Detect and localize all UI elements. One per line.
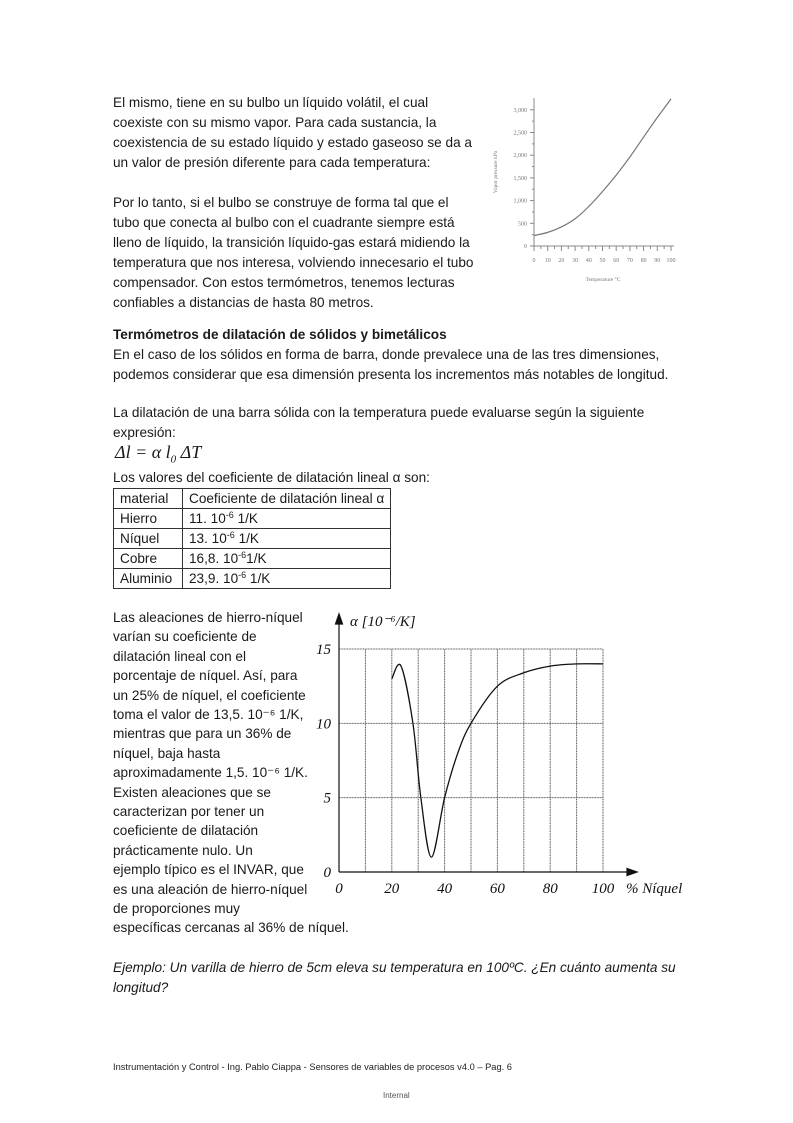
table-cell-coefficient: 16,8. $10^{-6}1/K$ bbox=[183, 549, 391, 569]
svg-text:2,500: 2,500 bbox=[513, 130, 527, 137]
text-line: temperatura que nos interesa, volviendo innecesario el tubo bbox=[113, 255, 474, 270]
svg-text:1,500: 1,500 bbox=[513, 175, 527, 182]
svg-text:10: 10 bbox=[544, 258, 551, 264]
text-line: La dilatación de una barra sólida con la temperatura puede evaluarse según la siguiente bbox=[113, 405, 645, 420]
text-line: coexistencia de su estado líquido y estado gaseoso se da a bbox=[113, 135, 472, 150]
svg-text:50: 50 bbox=[599, 258, 606, 264]
text-line: compensador. Con estos termómetros, tenemos lecturas bbox=[113, 275, 455, 290]
text-line: expresión: bbox=[113, 425, 176, 440]
svg-text:90: 90 bbox=[654, 258, 661, 264]
formula-rhs: ΔT bbox=[176, 442, 202, 462]
text-line: lleno de líquido, la transición líquido-gas estará midiendo la bbox=[113, 235, 470, 250]
text-line: un 25% de níquel, el coeficiente bbox=[113, 687, 306, 703]
text-line: Existen aleaciones que se bbox=[113, 784, 271, 800]
table-row bbox=[114, 529, 391, 549]
formula-lhs: Δl = α l bbox=[115, 442, 171, 462]
section-heading: Termómetros de dilatación de sólidos y bimetálicos bbox=[113, 327, 447, 342]
text-line: Las aleaciones de hierro-níquel bbox=[113, 610, 303, 625]
text-line: El mismo, tiene en su bulbo un líquido volátil, el cual bbox=[113, 95, 429, 110]
vapor-pressure-chart bbox=[485, 90, 685, 290]
text-line: podemos considerar que esa dimensión presenta los incrementos más notables de longitud. bbox=[113, 367, 669, 382]
svg-text:0: 0 bbox=[524, 244, 527, 250]
svg-text:5: 5 bbox=[323, 790, 331, 807]
table-row bbox=[114, 549, 391, 569]
dilatation-formula bbox=[115, 442, 201, 466]
svg-text:0: 0 bbox=[335, 881, 343, 897]
table-row bbox=[114, 509, 391, 529]
svg-text:100: 100 bbox=[591, 881, 615, 897]
text-line: específicas cercanas al 36% de níquel. bbox=[113, 920, 349, 936]
text-line: confiables a distancias de hasta 80 metros. bbox=[113, 295, 374, 310]
text-line: coexiste con su mismo vapor. Para cada sustancia, la bbox=[113, 115, 437, 130]
text-line: es una aleación de hierro-níquel bbox=[113, 881, 308, 897]
table-cell-material: Aluminio bbox=[114, 569, 183, 589]
text-line: un valor de presión diferente para cada temperatura: bbox=[113, 155, 431, 170]
text-line: coeficiente de dilatación bbox=[113, 823, 259, 839]
text-line: ejemplo típico es el INVAR, que bbox=[113, 862, 304, 878]
formula-subscript: 0 bbox=[170, 453, 177, 466]
svg-text:70: 70 bbox=[626, 258, 633, 264]
svg-text:20: 20 bbox=[558, 258, 565, 264]
svg-text:10: 10 bbox=[316, 716, 331, 733]
svg-text:0: 0 bbox=[323, 865, 331, 881]
text-line: varían su coeficiente de bbox=[113, 629, 257, 645]
table-cell-coefficient: 13. $10^{-6}$ 1/K bbox=[183, 529, 391, 549]
svg-text:40: 40 bbox=[585, 258, 592, 264]
svg-text:500: 500 bbox=[518, 221, 527, 228]
table-header: Coeficiente de dilatación lineal α bbox=[183, 489, 391, 509]
table-cell-coefficient: 11. $10^{-6}$ 1/K bbox=[183, 509, 391, 529]
y-axis-label: Vapor pressure kPa bbox=[493, 150, 499, 194]
svg-text:60: 60 bbox=[613, 258, 620, 264]
table-cell-material: Níquel bbox=[114, 529, 183, 549]
text-line: níquel, baja hasta bbox=[113, 745, 221, 761]
svg-text:2,000: 2,000 bbox=[513, 153, 527, 160]
svg-text:80: 80 bbox=[542, 881, 558, 897]
svg-text:0: 0 bbox=[532, 258, 536, 264]
svg-text:60: 60 bbox=[489, 881, 505, 897]
table-row bbox=[114, 569, 391, 589]
text-line: aproximadamente 1,5. 10⁻⁶ 1/K. bbox=[113, 765, 308, 781]
text-line: de proporciones muy bbox=[113, 901, 240, 916]
svg-text:30: 30 bbox=[572, 258, 579, 264]
x-axis-label: % Níquel bbox=[626, 881, 683, 897]
svg-text:15: 15 bbox=[316, 642, 331, 658]
table-cell-material: Hierro bbox=[114, 509, 183, 529]
alpha-vs-nickel-chart bbox=[310, 605, 690, 905]
table-cell-coefficient: 23,9. $10^{-6}$ 1/K bbox=[183, 569, 391, 589]
x-axis-label: Temperature °C bbox=[585, 277, 621, 283]
text-line: caracterizan por tener un bbox=[113, 804, 265, 819]
svg-text:20: 20 bbox=[384, 881, 400, 897]
coefficient-table bbox=[113, 488, 391, 589]
classification-label: Internal bbox=[383, 1091, 410, 1100]
text-line: porcentaje de níquel. Así, para bbox=[113, 668, 298, 684]
svg-text:100: 100 bbox=[666, 258, 676, 264]
text-line: dilatación lineal con el bbox=[113, 648, 247, 664]
text-line: prácticamente nulo. Un bbox=[113, 842, 253, 858]
table-header-row bbox=[114, 489, 391, 509]
svg-text:1,000: 1,000 bbox=[513, 198, 527, 205]
svg-text:40: 40 bbox=[437, 881, 453, 897]
table-intro: Los valores del coeficiente de dilatación lineal α son: bbox=[113, 470, 430, 485]
example-text: longitud? bbox=[113, 980, 169, 995]
page-footer: Instrumentación y Control - Ing. Pablo Ciappa - Sensores de variables de procesos v4.0 – Pag. 6 bbox=[113, 1062, 512, 1072]
text-line: Por lo tanto, si el bulbo se construye de forma tal que el bbox=[113, 195, 449, 210]
text-line: En el caso de los sólidos en forma de barra, donde prevalece una de las tres dimensiones, bbox=[113, 347, 660, 362]
table-header: material bbox=[114, 489, 183, 509]
svg-text:80: 80 bbox=[640, 258, 647, 264]
table-cell-material: Cobre bbox=[114, 549, 183, 569]
text-line: tubo que conecta al bulbo con el cuadrante siempre está bbox=[113, 215, 455, 230]
text-line: mientras que para un 36% de bbox=[113, 726, 292, 742]
y-axis-label: α [10⁻⁶/K] bbox=[350, 614, 416, 630]
text-line: toma el valor de 13,5. 10⁻⁶ 1/K, bbox=[113, 707, 304, 722]
svg-text:3,000: 3,000 bbox=[513, 107, 527, 114]
example-text: Ejemplo: Un varilla de hierro de 5cm eleva su temperatura en 100ºC. ¿En cuánto aumenta su bbox=[113, 960, 676, 975]
